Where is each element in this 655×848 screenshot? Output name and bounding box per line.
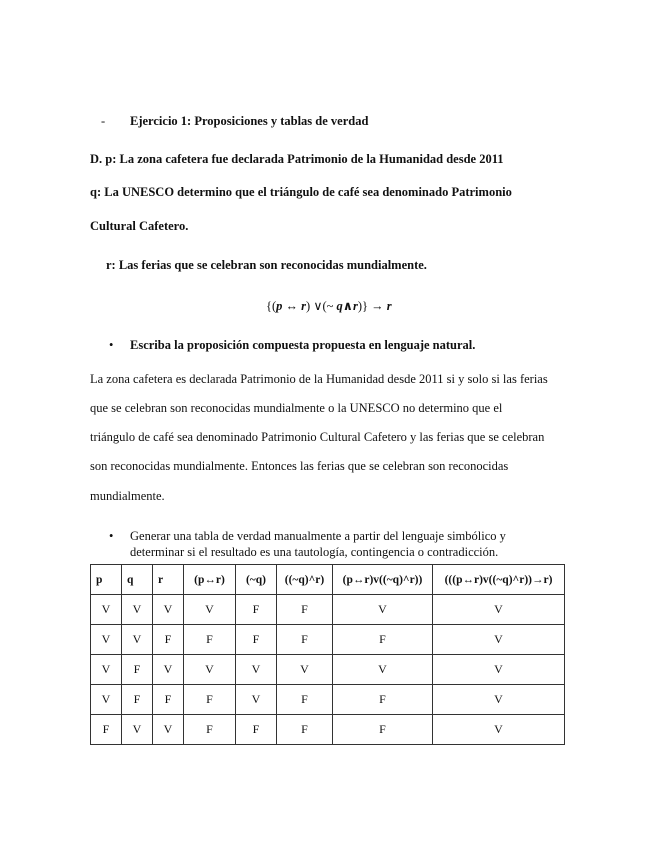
- formula-r1: r: [301, 299, 307, 313]
- proposition-q-line1: q: La UNESCO determino que el triángulo de café sea denominado Patrimonio: [90, 185, 512, 199]
- table-cell: V: [236, 655, 277, 685]
- table-row: [91, 715, 565, 745]
- formula-r2: r: [352, 299, 358, 313]
- table-cell: F: [277, 715, 333, 745]
- formula-iff: ↔: [282, 299, 302, 313]
- formula-r3: r: [386, 299, 392, 313]
- table-row: [91, 655, 565, 685]
- natural-language-line5: mundialmente.: [90, 489, 165, 503]
- proposition-p: D. p: La zona cafetera fue declarada Patrimonio de la Humanidad desde 2011: [90, 152, 504, 166]
- exercise-title: Ejercicio 1: Proposiciones y tablas de verdad: [130, 114, 369, 128]
- table-cell: F: [333, 685, 433, 715]
- proposition-q-line2: Cultural Cafetero.: [90, 219, 189, 233]
- table-cell: F: [277, 685, 333, 715]
- header-p: p: [91, 565, 122, 595]
- bullet-marker-1: •: [109, 338, 114, 352]
- header-not-q-and-r: ((~q)^r): [277, 565, 333, 595]
- natural-language-line3: triángulo de café sea denominado Patrimonio Cultural Cafetero y las ferias que se celebran: [90, 430, 545, 444]
- header-p-iff-r: (p↔r): [184, 565, 236, 595]
- table-cell: V: [122, 595, 153, 625]
- table-cell: V: [433, 655, 565, 685]
- table-cell: V: [91, 595, 122, 625]
- table-cell: F: [277, 595, 333, 625]
- exercise-dash: -: [101, 114, 106, 128]
- header-disjunction: (p↔r)v((~q)^r)): [333, 565, 433, 595]
- table-cell: F: [184, 625, 236, 655]
- table-row: [91, 625, 565, 655]
- table-cell: V: [433, 625, 565, 655]
- table-cell: F: [333, 625, 433, 655]
- header-not-q: (~q): [236, 565, 277, 595]
- table-cell: V: [153, 655, 184, 685]
- bullet-marker-2: •: [109, 529, 114, 543]
- table-cell: F: [277, 625, 333, 655]
- table-cell: V: [91, 625, 122, 655]
- table-cell: V: [122, 625, 153, 655]
- table-cell: F: [184, 685, 236, 715]
- table-cell: V: [277, 655, 333, 685]
- formula-p: p: [276, 299, 283, 313]
- table-cell: V: [184, 595, 236, 625]
- symbolic-formula: [266, 298, 392, 314]
- header-implication: (((p↔r)v((~q)^r))→r): [433, 565, 565, 595]
- table-cell: V: [153, 595, 184, 625]
- table-cell: F: [236, 625, 277, 655]
- formula-close: )} →: [357, 299, 387, 313]
- formula-open: {(: [266, 299, 277, 313]
- header-q: q: [122, 565, 153, 595]
- formula-mid: ) ∨(~: [306, 299, 337, 313]
- table-cell: F: [153, 625, 184, 655]
- truth-table: [90, 564, 565, 745]
- table-cell: F: [122, 655, 153, 685]
- natural-language-line4: son reconocidas mundialmente. Entonces las ferias que se celebran son reconocidas: [90, 459, 509, 473]
- table-cell: F: [236, 715, 277, 745]
- table-cell: V: [184, 655, 236, 685]
- table-cell: V: [433, 715, 565, 745]
- table-cell: F: [153, 685, 184, 715]
- proposition-r: r: Las ferias que se celebran son reconocidas mundialmente.: [106, 258, 427, 272]
- table-cell: V: [333, 595, 433, 625]
- table-cell: V: [91, 655, 122, 685]
- table-cell: F: [184, 715, 236, 745]
- table-cell: V: [91, 685, 122, 715]
- table-row: [91, 685, 565, 715]
- formula-and: ∧: [342, 299, 353, 313]
- table-cell: F: [333, 715, 433, 745]
- truth-table-header-row: [91, 565, 565, 595]
- natural-language-line2: que se celebran son reconocidas mundialmente o la UNESCO no determino que el: [90, 401, 503, 415]
- table-cell: F: [122, 685, 153, 715]
- table-cell: V: [333, 655, 433, 685]
- formula-q: q: [336, 299, 343, 313]
- table-cell: V: [122, 715, 153, 745]
- natural-language-line1: La zona cafetera es declarada Patrimonio de la Humanidad desde 2011 si y solo si las ferias: [90, 372, 548, 386]
- header-r: r: [153, 565, 184, 595]
- table-cell: V: [433, 595, 565, 625]
- table-cell: V: [153, 715, 184, 745]
- table-cell: F: [91, 715, 122, 745]
- bullet-text-1: Escriba la proposición compuesta propuesta en lenguaje natural.: [130, 338, 476, 352]
- table-cell: V: [236, 685, 277, 715]
- table-cell: V: [433, 685, 565, 715]
- bullet-text-2: Generar una tabla de verdad manualmente a partir del lenguaje simbólico y determinar si el resultado es una tautología, contingencia o contradicción.: [130, 529, 506, 559]
- table-cell: F: [236, 595, 277, 625]
- table-row: [91, 595, 565, 625]
